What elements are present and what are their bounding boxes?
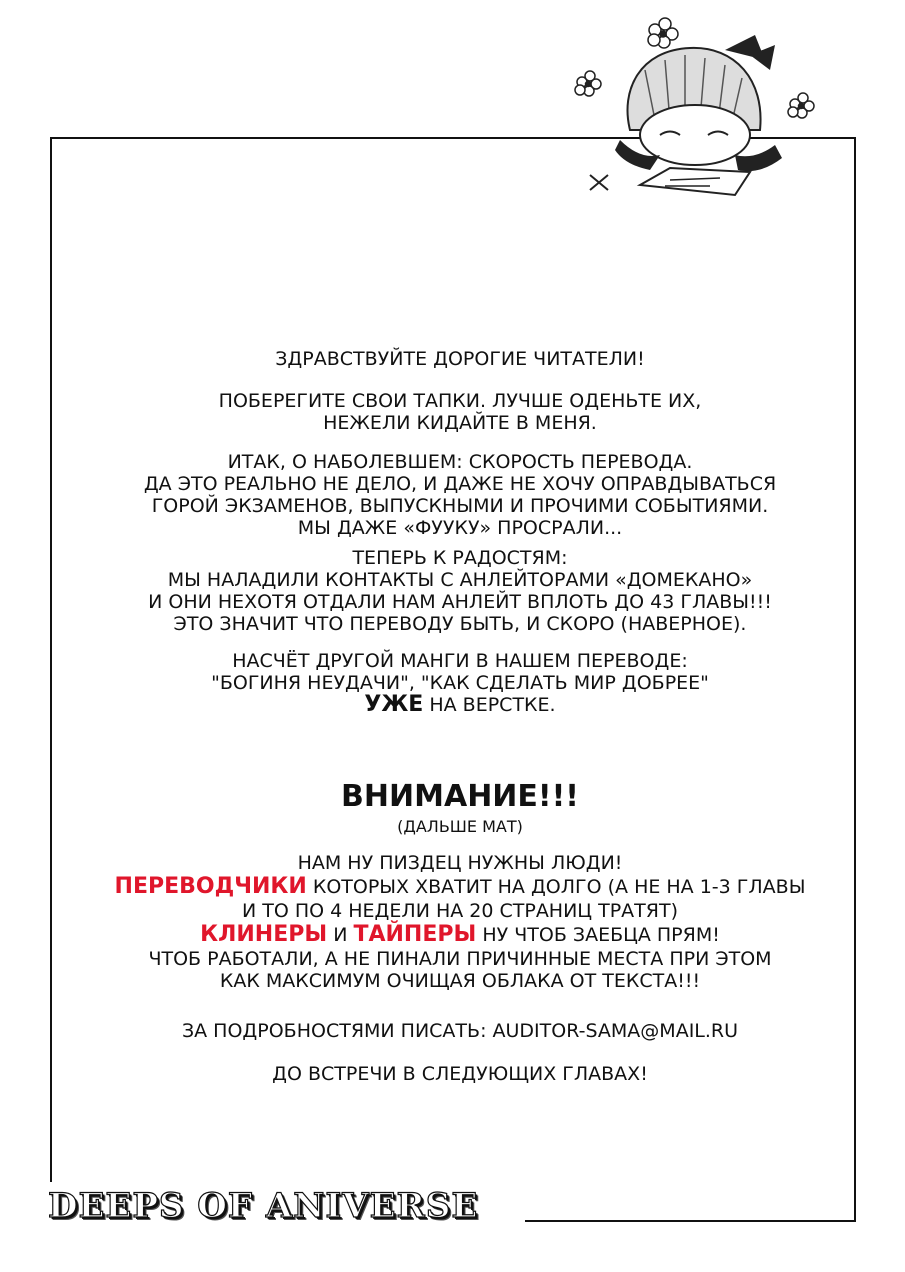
attention-subtitle: (ДАЛЬШЕ МАТ) (397, 817, 523, 836)
sleeping-chibi-mascot-illustration (560, 10, 830, 200)
greeting-block (60, 348, 860, 370)
flower-icon (788, 93, 814, 118)
farewell-block (60, 1063, 860, 1085)
translators-line (60, 874, 860, 900)
already-word: УЖЕ (364, 692, 424, 717)
translators-word: ПЕРЕВОДЧИКИ (114, 874, 307, 899)
paragraph-2-line-4: МЫ ДАЖЕ «ФУУКУ» ПРОСРАЛИ... (297, 517, 623, 539)
paragraph-3-line-2: МЫ НАЛАДИЛИ КОНТАКТЫ С АНЛЕЙТОРАМИ «ДОМЕКАНО» (167, 569, 753, 591)
frame-left-border (50, 137, 52, 1182)
paragraph-4-line-3 (60, 694, 860, 716)
paragraph-2-line-1: ИТАК, О НАБОЛЕВШЕМ: СКОРОСТЬ ПЕРЕВОДА. (227, 451, 693, 473)
work-line-2: КАК МАКСИМУМ ОЧИЩАЯ ОБЛАКА ОТ ТЕКСТА!!! (219, 970, 701, 992)
cleaners-rest: НУ ЧТОБ ЗАЕБЦА ПРЯМ! (482, 924, 720, 946)
paragraph-4-line-2: "БОГИНЯ НЕУДАЧИ", "КАК СДЕЛАТЬ МИР ДОБРЕЕ" (211, 672, 709, 694)
paragraph-3-line-1: ТЕПЕРЬ К РАДОСТЯМ: (352, 547, 568, 569)
paragraph-3-line-4: ЭТО ЗНАЧИТ ЧТО ПЕРЕВОДУ БЫТЬ, И СКОРО (НАВЕРНОЕ). (173, 613, 747, 635)
work-line-1: ЧТОБ РАБОТАЛИ, А НЕ ПИНАЛИ ПРИЧИННЫЕ МЕСТА ПРИ ЭТОМ (148, 948, 772, 970)
flower-icon (648, 18, 678, 48)
recruitment-block (60, 852, 860, 992)
attention-title: ВНИМАНИЕ!!! (341, 779, 579, 814)
brand-logo-deeps-of-aniverse: DEEPS OF ANIVERSE (48, 1186, 479, 1226)
typers-word: ТАЙПЕРЫ (353, 922, 477, 947)
contact-line: ЗА ПОДРОБНОСТЯМИ ПИСАТЬ: AUDITOR-SAMA@MAIL.RU (181, 1020, 739, 1042)
paragraph-2-line-3: ГОРОЙ ЭКЗАМЕНОВ, ВЫПУСКНЫМИ И ПРОЧИМИ СОБЫТИЯМИ. (151, 495, 769, 517)
cleaners-line (60, 922, 860, 948)
translators-line-2: И ТО ПО 4 НЕДЕЛИ НА 20 СТРАНИЦ ТРАТЯТ) (242, 900, 678, 922)
paragraph-1-line-2: НЕЖЕЛИ КИДАЙТЕ В МЕНЯ. (323, 412, 597, 434)
and-word: И (333, 924, 348, 946)
paragraph-2-line-2: ДА ЭТО РЕАЛЬНО НЕ ДЕЛО, И ДАЖЕ НЕ ХОЧУ ОПРАВДЫВАТЬСЯ (143, 473, 777, 495)
paragraph-2 (60, 451, 860, 539)
paragraph-3-line-3: И ОНИ НЕХОТЯ ОТДАЛИ НАМ АНЛЕЙТ ВПЛОТЬ ДО 43 ГЛАВЫ!!! (148, 591, 772, 613)
translators-rest: КОТОРЫХ ХВАТИТ НА ДОЛГО (А НЕ НА 1-3 ГЛАВЫ (312, 876, 806, 898)
paragraph-1-line-1: ПОБЕРЕГИТЕ СВОИ ТАПКИ. ЛУЧШЕ ОДЕНЬТЕ ИХ, (218, 390, 702, 412)
paragraph-1 (60, 390, 860, 434)
flower-icon (575, 71, 601, 96)
paragraph-4 (60, 650, 860, 716)
frame-bottom-border (525, 1220, 856, 1222)
need-people-line: НАМ НУ ПИЗДЕЦ НУЖНЫ ЛЮДИ! (297, 852, 623, 874)
on-layout-text: НА ВЕРСТКЕ. (429, 694, 556, 716)
farewell-line: ДО ВСТРЕЧИ В СЛЕДУЮЩИХ ГЛАВАХ! (272, 1063, 648, 1085)
contact-block (60, 1020, 860, 1042)
greeting-line: ЗДРАВСТВУЙТЕ ДОРОГИЕ ЧИТАТЕЛИ! (275, 348, 645, 370)
paragraph-3 (60, 547, 860, 635)
attention-block (60, 778, 860, 838)
paragraph-4-line-1: НАСЧЁТ ДРУГОЙ МАНГИ В НАШЕМ ПЕРЕВОДЕ: (232, 650, 688, 672)
cleaners-word: КЛИНЕРЫ (200, 922, 328, 947)
